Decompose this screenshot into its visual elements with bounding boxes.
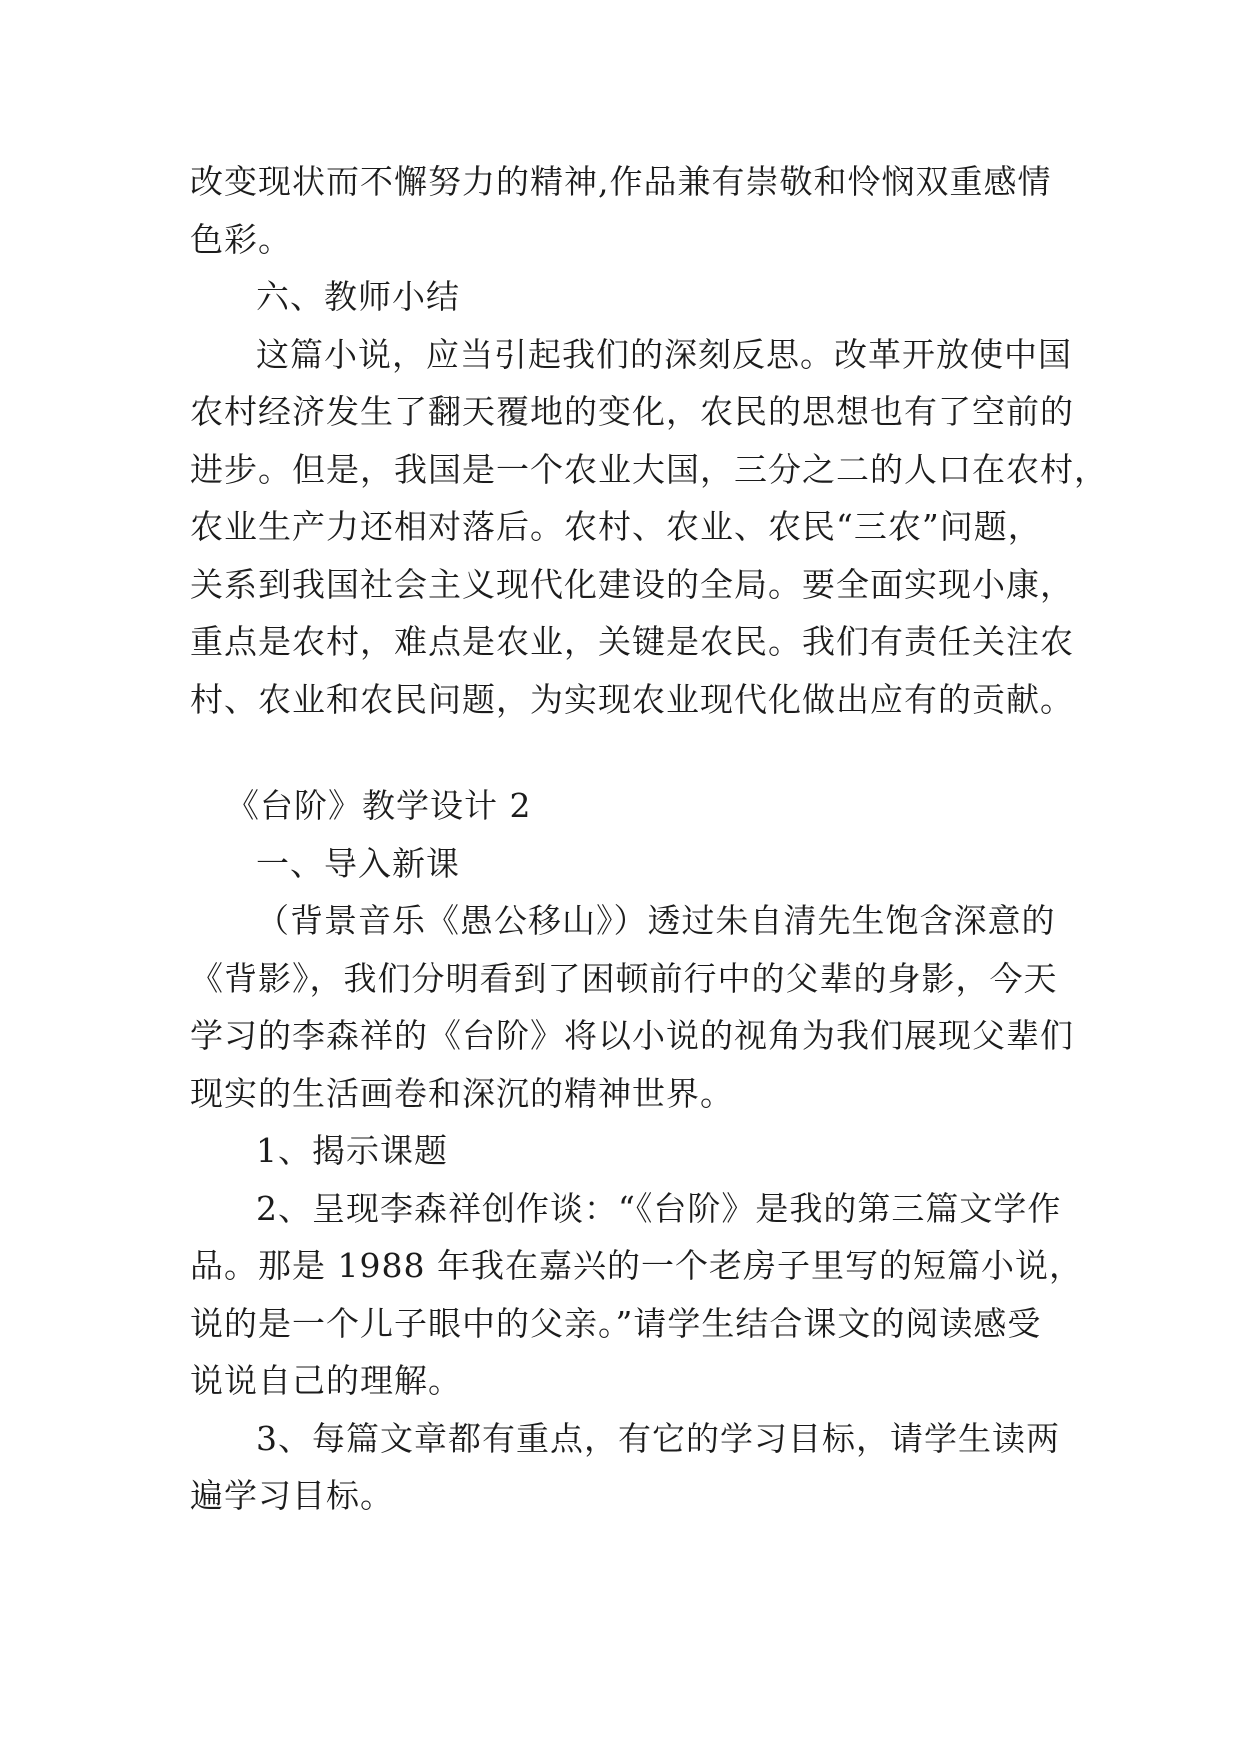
paragraph-line: （背景音乐《愚公移山》）透过朱自清先生饱含深意的 — [256, 901, 1056, 940]
paragraph-line: 这篇小说，应当引起我们的深刻反思。改革开放使中国 — [256, 335, 1072, 374]
document-title: 《台阶》教学设计 2 — [226, 786, 532, 825]
list-item: 1、揭示课题 — [256, 1131, 448, 1170]
paragraph-line: 色彩。 — [190, 220, 292, 259]
paragraph-line: 说说自己的理解。 — [190, 1361, 462, 1400]
paragraph-line: 进步。但是，我国是一个农业大国，三分之二的人口在农村， — [190, 450, 1108, 489]
paragraph-line: 说的是一个儿子眼中的父亲。”请学生结合课文的阅读感受 — [190, 1304, 1042, 1343]
paragraph-line: 关系到我国社会主义现代化建设的全局。要全面实现小康， — [190, 565, 1074, 604]
section-heading: 一、导入新课 — [256, 844, 460, 883]
paragraph-line: 遍学习目标。 — [190, 1476, 394, 1515]
list-item: 2、呈现李森祥创作谈：“《台阶》是我的第三篇文学作 — [256, 1189, 1062, 1228]
paragraph-line: 农村经济发生了翻天覆地的变化，农民的思想也有了空前的 — [190, 392, 1074, 431]
section-heading: 六、教师小结 — [256, 277, 460, 316]
paragraph-line: 现实的生活画卷和深沉的精神世界。 — [190, 1074, 734, 1113]
paragraph-line: 重点是农村，难点是农业，关键是农民。我们有责任关注农 — [190, 622, 1074, 661]
paragraph-line: 改变现状而不懈努力的精神,作品兼有崇敬和怜悯双重感情 — [190, 162, 1052, 201]
paragraph-line: 品。那是 1988 年我在嘉兴的一个老房子里写的短篇小说， — [190, 1246, 1083, 1285]
paragraph-line: 农业生产力还相对落后。农村、农业、农民“三农”问题， — [190, 507, 1042, 546]
paragraph-line: 学习的李森祥的《台阶》将以小说的视角为我们展现父辈们 — [190, 1016, 1074, 1055]
paragraph-line: 《背影》，我们分明看到了困顿前行中的父辈的身影，今天 — [190, 959, 1058, 998]
paragraph-line: 村、农业和农民问题，为实现农业现代化做出应有的贡献。 — [190, 680, 1074, 719]
list-item: 3、每篇文章都有重点，有它的学习目标，请学生读两 — [256, 1419, 1060, 1458]
